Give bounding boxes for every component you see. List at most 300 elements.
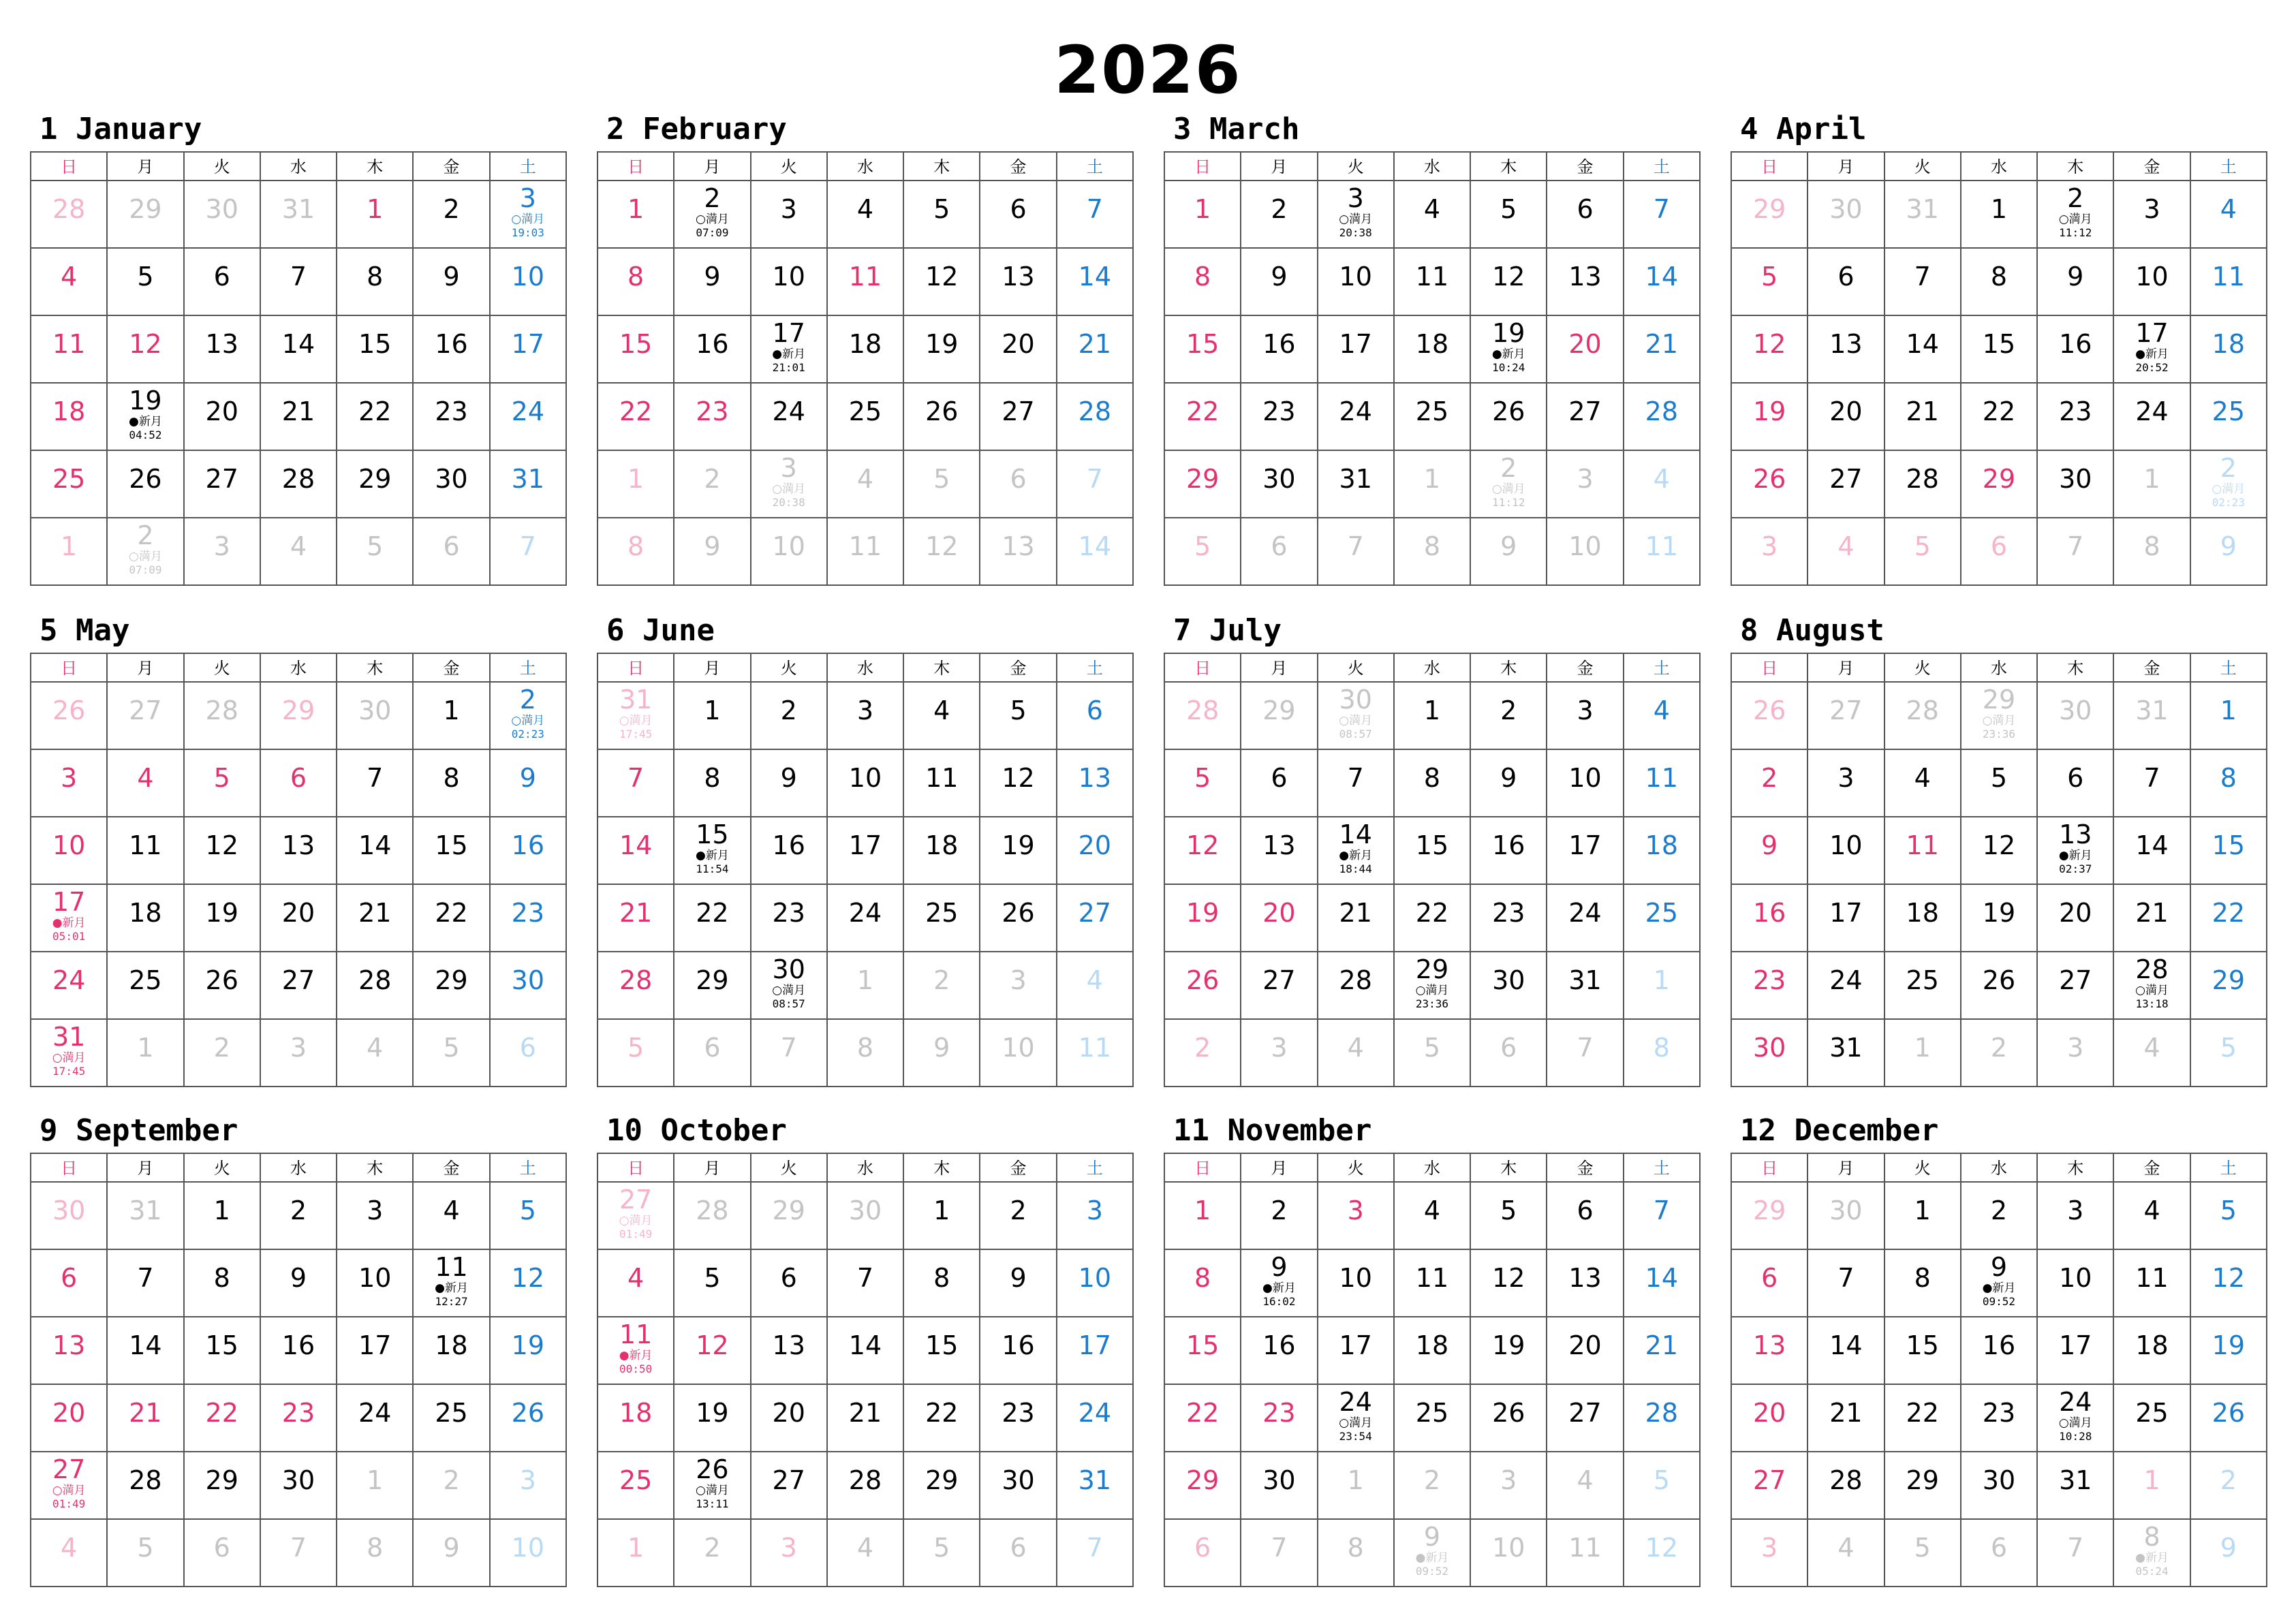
- day-cell: [904, 1385, 980, 1452]
- day-cell-other-month: [674, 518, 751, 586]
- day-number: 21: [1078, 329, 1111, 359]
- day-number: 18: [2135, 1330, 2169, 1360]
- day-cell: [491, 750, 567, 817]
- day-cell: [31, 1250, 108, 1317]
- day-cell: [1808, 817, 1884, 885]
- day-cell-other-month: [828, 1020, 904, 1087]
- day-number: 29: [772, 1196, 805, 1225]
- day-number: 27: [52, 1454, 86, 1484]
- new-moon-label: ●新月: [1982, 1281, 2016, 1295]
- day-cell: [1624, 885, 1701, 952]
- day-cell: [1241, 750, 1318, 817]
- day-cell: [31, 750, 108, 817]
- day-cell-other-month: [414, 518, 490, 586]
- day-cell-other-month: [1961, 683, 2038, 750]
- weekday-label: 金: [414, 1154, 490, 1183]
- day-cell: [414, 384, 490, 451]
- day-cell: [2038, 952, 2114, 1020]
- week-row: [598, 885, 1134, 952]
- day-cell-other-month: [904, 518, 980, 586]
- day-number: 10: [1492, 1533, 1525, 1563]
- day-cell: [1885, 1385, 1961, 1452]
- full-moon-label: ○満月: [696, 213, 729, 226]
- day-cell-other-month: [674, 1183, 751, 1250]
- day-cell: [31, 817, 108, 885]
- day-cell: [185, 952, 261, 1020]
- day-number: 5: [519, 1196, 536, 1225]
- day-number: 20: [205, 396, 238, 426]
- moon-phase-time: 05:01: [52, 930, 86, 943]
- day-number: 4: [367, 1033, 384, 1063]
- day-number: 24: [2135, 396, 2169, 426]
- day-number: 6: [213, 1533, 230, 1563]
- month-grid: [30, 151, 567, 586]
- day-number: 4: [61, 262, 78, 292]
- day-number: 21: [848, 1398, 882, 1428]
- weekday-label: 日: [1732, 1154, 1808, 1183]
- day-number: 21: [619, 898, 653, 928]
- weekday-label: 水: [828, 654, 904, 683]
- day-cell: [598, 384, 674, 451]
- day-number: 29: [281, 696, 315, 725]
- day-cell: [337, 1250, 414, 1317]
- day-number: 24: [1568, 898, 1602, 928]
- day-cell-other-month: [1732, 518, 1808, 586]
- moon-phase-time: 11:12: [1492, 496, 1525, 509]
- weekday-label: 木: [2038, 654, 2114, 683]
- day-number: 20: [1752, 1398, 1786, 1428]
- month-title: 12 December: [1740, 1113, 1939, 1148]
- day-cell: [185, 384, 261, 451]
- day-cell: [2038, 817, 2114, 885]
- full-moon-label: ○満月: [52, 1051, 86, 1065]
- day-cell: [1395, 316, 1471, 384]
- day-cell: [1241, 885, 1318, 952]
- day-cell: [2114, 249, 2190, 316]
- weekday-label: 月: [674, 654, 751, 683]
- day-cell: [2038, 181, 2114, 249]
- day-number: 1: [1347, 1465, 1364, 1495]
- moon-phase-time: 11:54: [696, 862, 729, 875]
- moon-phase-time: 04:52: [129, 428, 162, 441]
- day-number: 11: [1415, 1263, 1449, 1293]
- day-cell: [1471, 1385, 1547, 1452]
- day-number: 22: [925, 1398, 959, 1428]
- day-cell: [2114, 384, 2190, 451]
- day-number: 3: [780, 1533, 797, 1563]
- day-cell: [1547, 885, 1624, 952]
- week-row: [1732, 518, 2267, 586]
- day-cell: [261, 1385, 337, 1452]
- day-number: 13: [1002, 531, 1035, 561]
- day-cell: [904, 181, 980, 249]
- day-number: 20: [1568, 1330, 1602, 1360]
- day-number: 17: [1339, 1330, 1372, 1360]
- day-cell-other-month: [1624, 451, 1701, 518]
- day-cell-other-month: [828, 1183, 904, 1250]
- day-cell: [1961, 181, 2038, 249]
- day-cell: [337, 750, 414, 817]
- day-cell: [108, 952, 184, 1020]
- moon-phase-time: 20:38: [1339, 226, 1372, 239]
- day-cell: [1165, 1452, 1241, 1520]
- day-number: 23: [511, 898, 544, 928]
- weekday-label: 金: [414, 654, 490, 683]
- day-cell: [31, 249, 108, 316]
- new-moon-label: ●新月: [129, 415, 162, 428]
- day-cell: [1547, 750, 1624, 817]
- weekday-label: 木: [337, 153, 414, 181]
- day-cell: [185, 1250, 261, 1317]
- day-number: 13: [1002, 262, 1035, 292]
- week-row: [31, 683, 567, 750]
- week-row: [1732, 384, 2267, 451]
- month-block: [1731, 610, 2267, 1101]
- day-cell: [904, 384, 980, 451]
- day-cell: [1885, 384, 1961, 451]
- day-number: 24: [52, 965, 86, 995]
- day-number: 9: [1010, 1263, 1027, 1293]
- day-cell: [1961, 249, 2038, 316]
- week-row: [1165, 1020, 1701, 1087]
- day-cell: [2114, 1183, 2190, 1250]
- day-number: 12: [1492, 1263, 1525, 1293]
- moon-phase-time: 13:11: [696, 1497, 729, 1510]
- day-cell: [1057, 384, 1134, 451]
- day-number: 7: [2143, 763, 2160, 793]
- day-number: 23: [2059, 396, 2092, 426]
- day-cell: [261, 1183, 337, 1250]
- day-number: 19: [1492, 1330, 1525, 1360]
- day-cell: [1732, 384, 1808, 451]
- day-number: 9: [1271, 1252, 1288, 1282]
- day-cell: [1241, 1385, 1318, 1452]
- day-number: 8: [627, 531, 645, 561]
- weekday-label: 月: [108, 153, 184, 181]
- day-cell-other-month: [1318, 683, 1395, 750]
- day-number: 5: [137, 262, 154, 292]
- day-cell: [2191, 316, 2267, 384]
- day-cell: [1395, 1317, 1471, 1385]
- day-cell: [1961, 1452, 2038, 1520]
- day-cell-other-month: [1241, 683, 1318, 750]
- weekday-label: 日: [598, 654, 674, 683]
- weekday-label: 月: [1241, 153, 1318, 181]
- day-cell: [1732, 1020, 1808, 1087]
- week-row: [1165, 1385, 1701, 1452]
- day-number: 7: [1653, 194, 1670, 224]
- day-number: 2: [704, 464, 721, 494]
- day-number: 28: [1906, 696, 1939, 725]
- day-number: 6: [1010, 1533, 1027, 1563]
- day-number: 20: [2059, 898, 2092, 928]
- day-number: 1: [1194, 194, 1211, 224]
- day-cell: [828, 1385, 904, 1452]
- day-number: 12: [1982, 830, 2016, 860]
- day-number: 8: [1347, 1533, 1364, 1563]
- weekday-label: 水: [1395, 1154, 1471, 1183]
- day-number: 15: [925, 1330, 959, 1360]
- day-number: 1: [61, 531, 78, 561]
- day-cell: [108, 1317, 184, 1385]
- moon-phase-time: 21:01: [772, 361, 805, 374]
- day-cell-other-month: [108, 1020, 184, 1087]
- day-number: 10: [848, 763, 882, 793]
- day-number: 31: [1568, 965, 1602, 995]
- day-number: 5: [1500, 1196, 1517, 1225]
- day-number: 25: [2212, 396, 2245, 426]
- day-number: 31: [1906, 194, 1939, 224]
- day-cell: [1057, 316, 1134, 384]
- day-number: 1: [2143, 464, 2160, 494]
- weekday-label: 木: [1471, 153, 1547, 181]
- day-cell: [1318, 249, 1395, 316]
- weekday-header-row: [1732, 1154, 2267, 1183]
- day-number: 18: [1415, 329, 1449, 359]
- day-number: 25: [1415, 396, 1449, 426]
- day-cell: [1471, 817, 1547, 885]
- week-row: [1732, 1020, 2267, 1087]
- month-title: 5 May: [40, 613, 130, 648]
- week-row: [1165, 817, 1701, 885]
- day-cell-other-month: [1057, 952, 1134, 1020]
- week-row: [1732, 1385, 2267, 1452]
- day-number: 10: [52, 830, 86, 860]
- day-number: 15: [1185, 329, 1220, 359]
- day-cell: [1732, 1385, 1808, 1452]
- day-number: 29: [696, 965, 729, 995]
- day-number: 26: [1185, 965, 1220, 995]
- day-number: 9: [1990, 1252, 2008, 1282]
- day-number: 8: [2220, 763, 2237, 793]
- day-cell-other-month: [904, 1520, 980, 1587]
- day-cell: [1165, 817, 1241, 885]
- weekday-label: 金: [2114, 1154, 2190, 1183]
- week-row: [598, 683, 1134, 750]
- day-number: 26: [1752, 696, 1786, 725]
- week-row: [1165, 181, 1701, 249]
- week-row: [1732, 750, 2267, 817]
- day-cell: [1057, 1385, 1134, 1452]
- day-cell: [1241, 1317, 1318, 1385]
- day-cell-other-month: [491, 518, 567, 586]
- day-cell-other-month: [1808, 1183, 1884, 1250]
- day-number: 3: [213, 531, 230, 561]
- day-number: 27: [772, 1465, 805, 1495]
- day-number: 4: [2143, 1196, 2160, 1225]
- day-number: 25: [2135, 1398, 2169, 1428]
- month-grid: [597, 151, 1134, 586]
- day-number: 2: [1271, 194, 1288, 224]
- day-cell: [1885, 249, 1961, 316]
- day-number: 27: [1262, 965, 1296, 995]
- day-number: 12: [696, 1330, 729, 1360]
- day-cell: [751, 1452, 828, 1520]
- day-cell: [1165, 750, 1241, 817]
- day-number: 22: [696, 898, 729, 928]
- day-cell: [1885, 1250, 1961, 1317]
- day-cell-other-month: [1885, 181, 1961, 249]
- day-number: 31: [2059, 1465, 2092, 1495]
- moon-phase-time: 09:52: [1415, 1565, 1449, 1578]
- weekday-label: 木: [1471, 1154, 1547, 1183]
- day-cell: [1808, 316, 1884, 384]
- day-number: 30: [435, 464, 468, 494]
- day-cell: [1471, 316, 1547, 384]
- day-number: 8: [1194, 1263, 1211, 1293]
- month-title: 8 August: [1740, 613, 1884, 648]
- day-number: 24: [358, 1398, 392, 1428]
- moon-phase-time: 01:49: [619, 1228, 653, 1240]
- day-cell: [2038, 1385, 2114, 1452]
- day-cell: [904, 1317, 980, 1385]
- day-cell: [261, 1250, 337, 1317]
- day-number: 15: [1906, 1330, 1939, 1360]
- day-cell-other-month: [1624, 1520, 1701, 1587]
- day-cell: [751, 817, 828, 885]
- weekday-header-row: [1732, 654, 2267, 683]
- day-number: 20: [1002, 329, 1035, 359]
- day-cell: [1471, 249, 1547, 316]
- day-number: 1: [856, 965, 874, 995]
- day-cell-other-month: [1318, 1452, 1395, 1520]
- weekday-label: 月: [674, 1154, 751, 1183]
- day-cell: [491, 249, 567, 316]
- day-number: 16: [2059, 329, 2092, 359]
- week-row: [1165, 1317, 1701, 1385]
- day-number: 1: [137, 1033, 154, 1063]
- day-number: 31: [511, 464, 544, 494]
- day-cell: [904, 750, 980, 817]
- day-cell-other-month: [1395, 1452, 1471, 1520]
- day-cell: [261, 384, 337, 451]
- day-number: 30: [205, 194, 238, 224]
- week-row: [1732, 249, 2267, 316]
- day-cell: [674, 1250, 751, 1317]
- day-number: 19: [205, 898, 238, 928]
- day-cell: [185, 316, 261, 384]
- week-row: [31, 249, 567, 316]
- calendar-year-title: 2026: [1054, 32, 1242, 108]
- day-number: 2: [1271, 1196, 1288, 1225]
- day-cell-other-month: [491, 1520, 567, 1587]
- weekday-label: 木: [1471, 654, 1547, 683]
- full-moon-label: ○満月: [1339, 714, 1373, 728]
- month-block: [1731, 1110, 2267, 1601]
- new-moon-label: ●新月: [1262, 1281, 1296, 1295]
- day-number: 17: [2135, 318, 2169, 348]
- weekday-label: 月: [108, 654, 184, 683]
- day-cell: [1395, 384, 1471, 451]
- day-cell: [491, 952, 567, 1020]
- day-cell: [414, 1317, 490, 1385]
- day-cell: [1961, 1183, 2038, 1250]
- day-number: 2: [137, 520, 154, 550]
- day-number: 7: [1653, 1196, 1670, 1225]
- day-cell-other-month: [1547, 1452, 1624, 1520]
- day-number: 6: [213, 262, 230, 292]
- day-cell: [751, 181, 828, 249]
- full-moon-label: ○満月: [696, 1484, 729, 1497]
- day-number: 3: [367, 1196, 384, 1225]
- day-number: 31: [1339, 464, 1372, 494]
- day-number: 14: [129, 1330, 162, 1360]
- day-number: 14: [358, 830, 392, 860]
- day-cell: [108, 249, 184, 316]
- day-number: 1: [2143, 1465, 2160, 1495]
- day-cell: [1241, 181, 1318, 249]
- day-cell-other-month: [414, 1452, 490, 1520]
- day-cell: [31, 316, 108, 384]
- day-cell-other-month: [2114, 1520, 2190, 1587]
- moon-phase-time: 12:27: [435, 1295, 468, 1308]
- day-cell-other-month: [980, 451, 1057, 518]
- day-cell-other-month: [108, 518, 184, 586]
- day-cell: [491, 181, 567, 249]
- day-number: 4: [2143, 1033, 2160, 1063]
- day-cell: [904, 1250, 980, 1317]
- day-number: 9: [1500, 763, 1517, 793]
- day-number: 27: [1002, 396, 1035, 426]
- day-number: 9: [2067, 262, 2084, 292]
- day-cell: [751, 1250, 828, 1317]
- day-number: 30: [358, 696, 392, 725]
- day-cell: [261, 885, 337, 952]
- day-cell-other-month: [2038, 683, 2114, 750]
- day-number: 8: [2143, 1522, 2160, 1552]
- day-number: 23: [1002, 1398, 1035, 1428]
- day-cell-other-month: [1961, 1020, 2038, 1087]
- day-number: 4: [2220, 194, 2237, 224]
- day-cell: [980, 1250, 1057, 1317]
- day-number: 5: [213, 763, 230, 793]
- day-number: 5: [1500, 194, 1517, 224]
- day-number: 28: [2135, 954, 2169, 984]
- day-number: 5: [1653, 1465, 1670, 1495]
- day-number: 15: [1185, 1330, 1220, 1360]
- new-moon-label: ●新月: [1415, 1551, 1449, 1565]
- weekday-header-row: [598, 153, 1134, 181]
- day-number: 1: [1423, 464, 1441, 494]
- day-cell-other-month: [1547, 451, 1624, 518]
- day-number: 19: [1982, 898, 2016, 928]
- day-number: 2: [1194, 1033, 1211, 1063]
- weekday-label: 土: [1624, 654, 1701, 683]
- day-number: 27: [1829, 464, 1863, 494]
- day-cell: [1241, 1183, 1318, 1250]
- day-number: 19: [129, 386, 162, 416]
- day-cell-other-month: [828, 451, 904, 518]
- day-cell: [108, 885, 184, 952]
- day-number: 3: [1837, 763, 1855, 793]
- day-cell-other-month: [1547, 1020, 1624, 1087]
- day-cell: [904, 1452, 980, 1520]
- day-cell: [1624, 1317, 1701, 1385]
- day-number: 28: [848, 1465, 882, 1495]
- day-number: 5: [1423, 1033, 1441, 1063]
- weekday-header-row: [1165, 654, 1701, 683]
- day-number: 17: [511, 329, 544, 359]
- month-title: 3 March: [1173, 112, 1300, 146]
- day-cell: [751, 885, 828, 952]
- day-cell-other-month: [337, 683, 414, 750]
- day-cell: [2114, 181, 2190, 249]
- day-cell: [491, 1250, 567, 1317]
- week-row: [31, 181, 567, 249]
- day-cell-other-month: [337, 518, 414, 586]
- day-cell-other-month: [1547, 1520, 1624, 1587]
- day-number: 21: [1906, 396, 1939, 426]
